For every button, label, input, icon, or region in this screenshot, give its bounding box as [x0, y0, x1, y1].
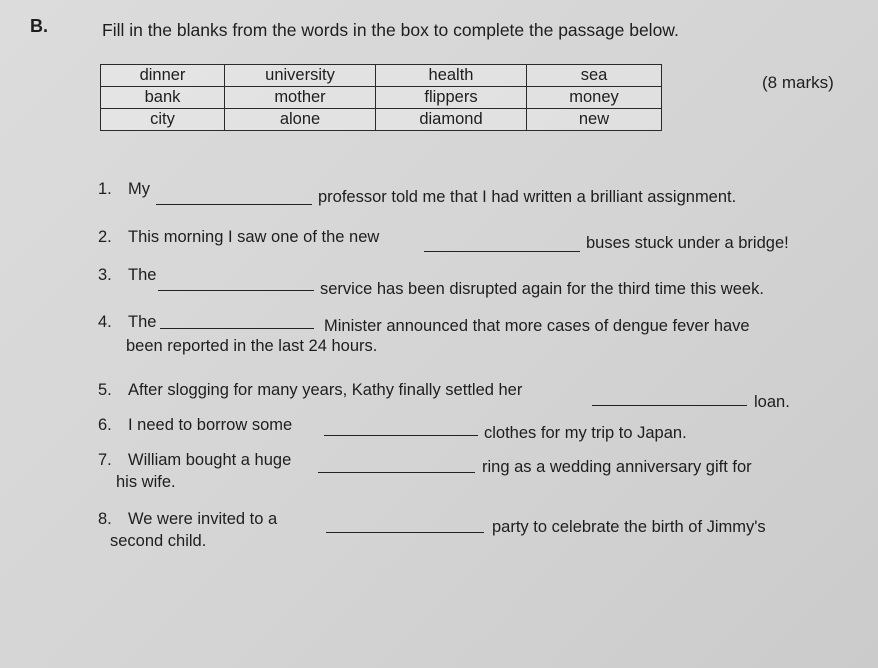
question-text-before: The	[128, 266, 157, 284]
instruction-text: Fill in the blanks from the words in the box to complete the passage below.	[102, 20, 679, 40]
question-text-after: clothes for my trip to Japan.	[484, 424, 687, 442]
question-text-before: William bought a huge	[128, 451, 292, 469]
question-text-before: The	[128, 313, 157, 331]
section-letter: B.	[30, 16, 48, 36]
question-text-after: Minister announced that more cases of dengue fever have	[324, 317, 750, 335]
question-text-before: This morning I saw one of the new	[128, 228, 380, 246]
question-text-before: We were invited to a	[128, 510, 278, 528]
word-box-cell: money	[527, 87, 662, 109]
question-text-after: loan.	[754, 393, 790, 411]
question-text-before: I need to borrow some	[128, 416, 293, 434]
question-number: 5.	[98, 381, 112, 399]
answer-blank[interactable]	[424, 251, 580, 252]
question-text-after: ring as a wedding anniversary gift for	[482, 458, 752, 476]
question-text-after: buses stuck under a bridge!	[586, 234, 789, 252]
question-number: 1.	[98, 180, 112, 198]
word-box-cell: mother	[225, 87, 376, 109]
question-text-after: service has been disrupted again for the third time this week.	[320, 280, 764, 298]
word-box-cell: diamond	[376, 109, 527, 131]
question-number: 7.	[98, 451, 112, 469]
answer-blank[interactable]	[592, 405, 747, 406]
word-box-cell: city	[101, 109, 225, 131]
marks-label: (8 marks)	[762, 73, 834, 92]
word-box-row	[101, 109, 662, 131]
word-box-cell: university	[225, 65, 376, 87]
question-text-continued: his wife.	[116, 473, 176, 491]
question-number: 6.	[98, 416, 112, 434]
word-box-cell: health	[376, 65, 527, 87]
answer-blank[interactable]	[158, 290, 314, 291]
question-text-continued: second child.	[110, 532, 207, 550]
word-box-cell: sea	[527, 65, 662, 87]
question-number: 8.	[98, 510, 112, 528]
word-box-cell: flippers	[376, 87, 527, 109]
question-number: 3.	[98, 266, 112, 284]
question-number: 2.	[98, 228, 112, 246]
answer-blank[interactable]	[156, 204, 312, 205]
answer-blank[interactable]	[326, 532, 484, 533]
word-box-row	[101, 65, 662, 87]
word-box-cell: bank	[101, 87, 225, 109]
question-text-after: professor told me that I had written a brilliant assignment.	[318, 188, 737, 206]
answer-blank[interactable]	[318, 472, 475, 473]
question-text-before: My	[128, 180, 150, 198]
word-box	[100, 64, 662, 131]
question-text-before: After slogging for many years, Kathy finally settled her	[128, 381, 523, 399]
question-text-after: party to celebrate the birth of Jimmy's	[492, 518, 766, 536]
word-box-cell: alone	[225, 109, 376, 131]
answer-blank[interactable]	[160, 328, 314, 329]
question-text-continued: been reported in the last 24 hours.	[126, 337, 378, 355]
word-box-cell: new	[527, 109, 662, 131]
word-box-cell: dinner	[101, 65, 225, 87]
answer-blank[interactable]	[324, 435, 478, 436]
word-box-row	[101, 87, 662, 109]
question-number: 4.	[98, 313, 112, 331]
